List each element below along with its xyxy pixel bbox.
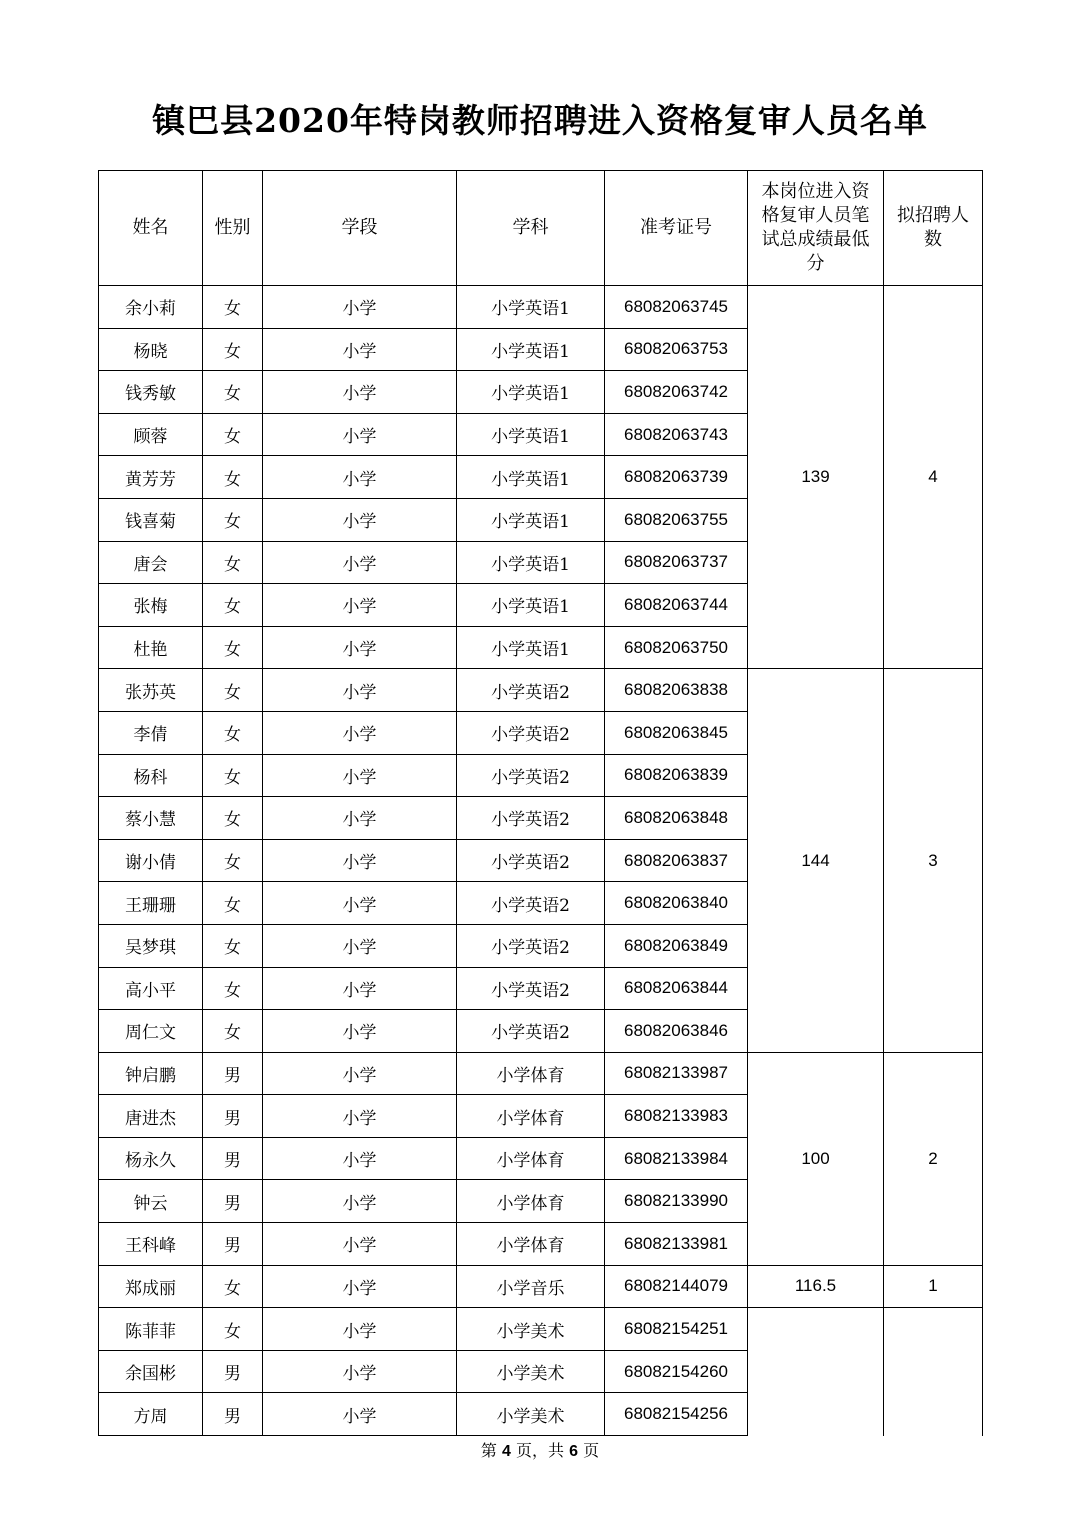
cell-stage: 小学 bbox=[263, 626, 457, 669]
cell-gender: 女 bbox=[203, 413, 263, 456]
cell-name: 杨晓 bbox=[99, 328, 203, 371]
cell-stage: 小学 bbox=[263, 797, 457, 840]
cell-gender: 女 bbox=[203, 1265, 263, 1308]
cell-name: 余小莉 bbox=[99, 286, 203, 329]
cell-exam-id: 68082063743 bbox=[605, 413, 748, 456]
cell-name: 张梅 bbox=[99, 584, 203, 627]
header-subject: 学科 bbox=[457, 171, 605, 286]
cell-gender: 女 bbox=[203, 626, 263, 669]
cell-subject: 小学美术 bbox=[457, 1393, 605, 1436]
footer-total-pages: 6 bbox=[569, 1443, 578, 1460]
cell-name: 谢小倩 bbox=[99, 839, 203, 882]
cell-subject: 小学体育 bbox=[457, 1095, 605, 1138]
cell-stage: 小学 bbox=[263, 711, 457, 754]
cell-exam-id: 68082063753 bbox=[605, 328, 748, 371]
cell-subject: 小学英语2 bbox=[457, 754, 605, 797]
cell-hires bbox=[884, 1308, 983, 1436]
cell-subject: 小学英语2 bbox=[457, 1010, 605, 1053]
cell-stage: 小学 bbox=[263, 669, 457, 712]
footer-page-number: 4 bbox=[501, 1443, 511, 1460]
cell-subject: 小学英语1 bbox=[457, 413, 605, 456]
cell-gender: 女 bbox=[203, 584, 263, 627]
cell-subject: 小学英语2 bbox=[457, 882, 605, 925]
cell-exam-id: 68082063840 bbox=[605, 882, 748, 925]
cell-exam-id: 68082144079 bbox=[605, 1265, 748, 1308]
cell-stage: 小学 bbox=[263, 584, 457, 627]
cell-subject: 小学英语1 bbox=[457, 328, 605, 371]
cell-hires: 3 bbox=[884, 669, 983, 1052]
header-min-score: 本岗位进入资格复审人员笔试总成绩最低分 bbox=[748, 171, 884, 286]
cell-name: 陈菲菲 bbox=[99, 1308, 203, 1351]
cell-name: 王科峰 bbox=[99, 1223, 203, 1266]
cell-exam-id: 68082063849 bbox=[605, 924, 748, 967]
cell-hires: 1 bbox=[884, 1265, 983, 1308]
cell-min-score: 144 bbox=[748, 669, 884, 1052]
cell-stage: 小学 bbox=[263, 882, 457, 925]
cell-exam-id: 68082063848 bbox=[605, 797, 748, 840]
cell-gender: 女 bbox=[203, 456, 263, 499]
cell-gender: 男 bbox=[203, 1223, 263, 1266]
cell-name: 钟云 bbox=[99, 1180, 203, 1223]
header-exam-id: 准考证号 bbox=[605, 171, 748, 286]
cell-stage: 小学 bbox=[263, 1265, 457, 1308]
cell-exam-id: 68082133990 bbox=[605, 1180, 748, 1223]
cell-name: 李倩 bbox=[99, 711, 203, 754]
cell-name: 周仁文 bbox=[99, 1010, 203, 1053]
cell-exam-id: 68082063742 bbox=[605, 371, 748, 414]
page-title: 镇巴县2020年特岗教师招聘进入资格复审人员名单 bbox=[152, 101, 928, 140]
cell-name: 唐会 bbox=[99, 541, 203, 584]
header-hires: 拟招聘人数 bbox=[884, 171, 983, 286]
footer-middle: 页，共 bbox=[515, 1441, 564, 1460]
cell-stage: 小学 bbox=[263, 1095, 457, 1138]
cell-subject: 小学美术 bbox=[457, 1350, 605, 1393]
cell-stage: 小学 bbox=[263, 839, 457, 882]
cell-name: 顾蓉 bbox=[99, 413, 203, 456]
cell-exam-id: 68082063750 bbox=[605, 626, 748, 669]
cell-stage: 小学 bbox=[263, 1223, 457, 1266]
cell-name: 蔡小慧 bbox=[99, 797, 203, 840]
cell-stage: 小学 bbox=[263, 371, 457, 414]
cell-exam-id: 68082063845 bbox=[605, 711, 748, 754]
cell-gender: 女 bbox=[203, 371, 263, 414]
cell-exam-id: 68082133983 bbox=[605, 1095, 748, 1138]
cell-exam-id: 68082063737 bbox=[605, 541, 748, 584]
cell-subject: 小学英语2 bbox=[457, 967, 605, 1010]
cell-subject: 小学英语1 bbox=[457, 498, 605, 541]
candidate-table bbox=[98, 170, 983, 1436]
cell-name: 杨永久 bbox=[99, 1137, 203, 1180]
cell-min-score: 139 bbox=[748, 286, 884, 669]
page-footer bbox=[0, 1438, 1080, 1461]
cell-gender: 女 bbox=[203, 541, 263, 584]
table-row bbox=[99, 1052, 983, 1095]
cell-gender: 女 bbox=[203, 924, 263, 967]
cell-gender: 女 bbox=[203, 967, 263, 1010]
table-row bbox=[99, 286, 983, 329]
cell-exam-id: 68082133987 bbox=[605, 1052, 748, 1095]
cell-exam-id: 68082063838 bbox=[605, 669, 748, 712]
cell-name: 杨科 bbox=[99, 754, 203, 797]
cell-stage: 小学 bbox=[263, 1393, 457, 1436]
cell-exam-id: 68082063755 bbox=[605, 498, 748, 541]
cell-exam-id: 68082063739 bbox=[605, 456, 748, 499]
cell-subject: 小学音乐 bbox=[457, 1265, 605, 1308]
cell-gender: 男 bbox=[203, 1393, 263, 1436]
cell-stage: 小学 bbox=[263, 754, 457, 797]
cell-subject: 小学英语1 bbox=[457, 626, 605, 669]
cell-gender: 女 bbox=[203, 882, 263, 925]
cell-hires: 4 bbox=[884, 286, 983, 669]
cell-min-score bbox=[748, 1308, 884, 1436]
cell-stage: 小学 bbox=[263, 1308, 457, 1351]
cell-name: 余国彬 bbox=[99, 1350, 203, 1393]
cell-stage: 小学 bbox=[263, 1137, 457, 1180]
header-stage: 学段 bbox=[263, 171, 457, 286]
cell-subject: 小学体育 bbox=[457, 1223, 605, 1266]
header-gender: 性别 bbox=[203, 171, 263, 286]
footer-suffix: 页 bbox=[583, 1441, 600, 1460]
table-row bbox=[99, 1265, 983, 1308]
cell-name: 高小平 bbox=[99, 967, 203, 1010]
cell-gender: 女 bbox=[203, 498, 263, 541]
cell-stage: 小学 bbox=[263, 541, 457, 584]
cell-min-score: 100 bbox=[748, 1052, 884, 1265]
cell-gender: 女 bbox=[203, 711, 263, 754]
cell-subject: 小学英语2 bbox=[457, 711, 605, 754]
cell-gender: 男 bbox=[203, 1350, 263, 1393]
cell-subject: 小学英语1 bbox=[457, 584, 605, 627]
cell-name: 黄芳芳 bbox=[99, 456, 203, 499]
cell-name: 郑成丽 bbox=[99, 1265, 203, 1308]
cell-name: 杜艳 bbox=[99, 626, 203, 669]
cell-stage: 小学 bbox=[263, 924, 457, 967]
table-row bbox=[99, 1308, 983, 1351]
cell-exam-id: 68082154256 bbox=[605, 1393, 748, 1436]
cell-subject: 小学英语1 bbox=[457, 371, 605, 414]
cell-subject: 小学英语2 bbox=[457, 669, 605, 712]
cell-subject: 小学体育 bbox=[457, 1052, 605, 1095]
cell-min-score: 116.5 bbox=[748, 1265, 884, 1308]
cell-stage: 小学 bbox=[263, 1052, 457, 1095]
cell-name: 方周 bbox=[99, 1393, 203, 1436]
cell-name: 吴梦琪 bbox=[99, 924, 203, 967]
cell-stage: 小学 bbox=[263, 413, 457, 456]
cell-subject: 小学体育 bbox=[457, 1137, 605, 1180]
footer-prefix: 第 bbox=[480, 1441, 497, 1460]
cell-stage: 小学 bbox=[263, 1180, 457, 1223]
cell-name: 张苏英 bbox=[99, 669, 203, 712]
cell-gender: 女 bbox=[203, 1010, 263, 1053]
cell-exam-id: 68082063744 bbox=[605, 584, 748, 627]
cell-gender: 女 bbox=[203, 839, 263, 882]
cell-exam-id: 68082063837 bbox=[605, 839, 748, 882]
cell-subject: 小学英语2 bbox=[457, 839, 605, 882]
cell-name: 钱秀敏 bbox=[99, 371, 203, 414]
cell-subject: 小学体育 bbox=[457, 1180, 605, 1223]
cell-exam-id: 68082154251 bbox=[605, 1308, 748, 1351]
cell-gender: 女 bbox=[203, 1308, 263, 1351]
cell-subject: 小学英语1 bbox=[457, 286, 605, 329]
cell-gender: 男 bbox=[203, 1180, 263, 1223]
cell-stage: 小学 bbox=[263, 456, 457, 499]
cell-exam-id: 68082063846 bbox=[605, 1010, 748, 1053]
cell-stage: 小学 bbox=[263, 328, 457, 371]
cell-subject: 小学英语1 bbox=[457, 456, 605, 499]
cell-stage: 小学 bbox=[263, 286, 457, 329]
header-row bbox=[99, 171, 983, 286]
cell-stage: 小学 bbox=[263, 1010, 457, 1053]
cell-gender: 男 bbox=[203, 1095, 263, 1138]
cell-gender: 男 bbox=[203, 1137, 263, 1180]
cell-subject: 小学美术 bbox=[457, 1308, 605, 1351]
cell-stage: 小学 bbox=[263, 1350, 457, 1393]
cell-hires: 2 bbox=[884, 1052, 983, 1265]
cell-subject: 小学英语2 bbox=[457, 797, 605, 840]
cell-name: 王珊珊 bbox=[99, 882, 203, 925]
cell-subject: 小学英语2 bbox=[457, 924, 605, 967]
cell-gender: 女 bbox=[203, 328, 263, 371]
cell-stage: 小学 bbox=[263, 498, 457, 541]
cell-gender: 男 bbox=[203, 1052, 263, 1095]
cell-gender: 女 bbox=[203, 286, 263, 329]
cell-name: 钟启鹏 bbox=[99, 1052, 203, 1095]
cell-exam-id: 68082063745 bbox=[605, 286, 748, 329]
table-body bbox=[99, 286, 983, 1436]
cell-name: 钱喜菊 bbox=[99, 498, 203, 541]
cell-exam-id: 68082133981 bbox=[605, 1223, 748, 1266]
cell-gender: 女 bbox=[203, 669, 263, 712]
table-row bbox=[99, 669, 983, 712]
cell-exam-id: 68082154260 bbox=[605, 1350, 748, 1393]
cell-name: 唐进杰 bbox=[99, 1095, 203, 1138]
cell-exam-id: 68082063844 bbox=[605, 967, 748, 1010]
cell-subject: 小学英语1 bbox=[457, 541, 605, 584]
cell-stage: 小学 bbox=[263, 967, 457, 1010]
cell-exam-id: 68082063839 bbox=[605, 754, 748, 797]
cell-exam-id: 68082133984 bbox=[605, 1137, 748, 1180]
cell-gender: 女 bbox=[203, 797, 263, 840]
header-name: 姓名 bbox=[99, 171, 203, 286]
cell-gender: 女 bbox=[203, 754, 263, 797]
